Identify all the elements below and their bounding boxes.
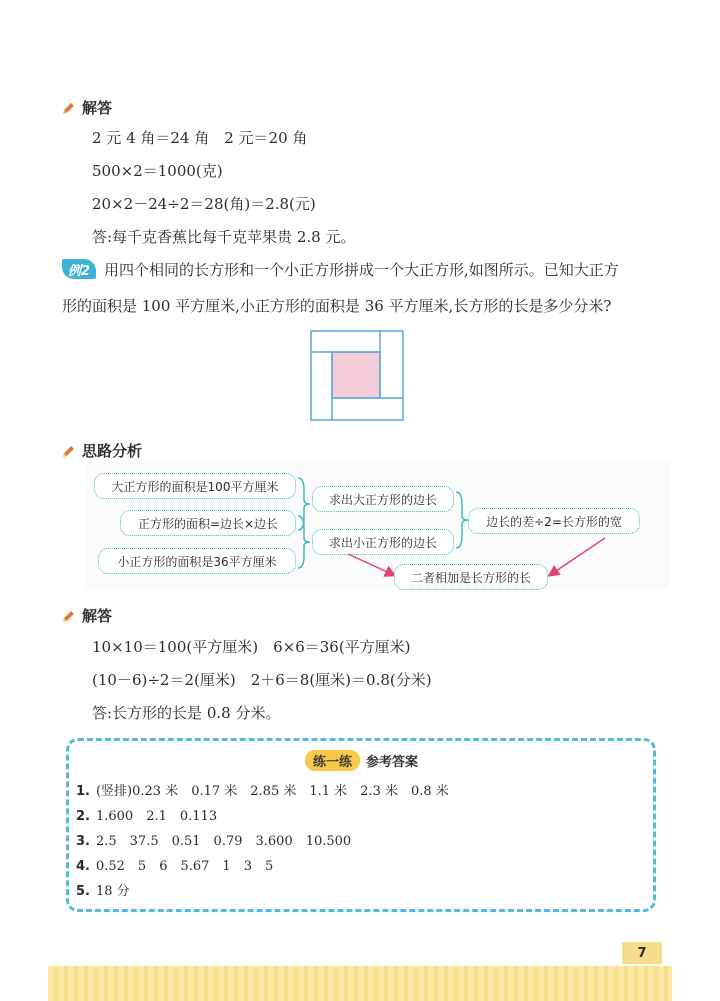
answer-number: 5. [76, 884, 90, 899]
practice-answer-2 [76, 805, 217, 824]
answer-text: 2.5 37.5 0.51 0.79 3.600 10.500 [95, 834, 352, 849]
answer-text: 0.52 5 6 5.67 1 3 5 [95, 859, 274, 874]
analysis-heading [62, 440, 142, 461]
answer-number: 2. [76, 809, 90, 824]
practice-answer-1 [76, 780, 449, 799]
example-text-line-1: 用四个相同的长方形和一个小正方形拼成一个大正方形,如图所示。已知大正方 [104, 261, 619, 279]
analysis-box-square-area: 正方形的面积=边长×边长 [120, 510, 296, 536]
practice-title-text: 参考答案 [366, 755, 419, 770]
answer-line: (10－6)÷2＝2(厘米) 2＋6＝8(厘米)＝0.8(分米) [92, 671, 432, 689]
analysis-box-big-side: 求出大正方形的边长 [312, 486, 454, 512]
analysis-box-big-area: 大正方形的面积是100平方厘米 [94, 473, 296, 499]
answer-text: (竖排)0.23 米 0.17 米 2.85 米 1.1 米 2.3 米 0.8 米 [95, 784, 449, 799]
analysis-heading-label: 思路分析 [82, 442, 143, 460]
example-badge: 例2 [62, 259, 96, 279]
analysis-box-small-area: 小正方形的面积是36平方厘米 [98, 548, 296, 574]
practice-answer-3 [76, 830, 351, 849]
pencil-icon [62, 444, 76, 458]
answer-text: 18 分 [95, 884, 130, 899]
answer-heading-1 [62, 97, 112, 118]
answer-heading-2-label: 解答 [82, 607, 113, 625]
analysis-box-small-side: 求出小正方形的边长 [312, 529, 454, 555]
analysis-box-length: 二者相加是长方形的长 [394, 564, 548, 590]
answer-line: 答:长方形的长是 0.8 分米。 [92, 704, 281, 722]
answer-heading-2 [62, 605, 112, 626]
page-number: 7 [622, 942, 662, 964]
answer-line: 20×2－24÷2＝28(角)＝2.8(元) [92, 195, 316, 213]
answer-number: 1. [76, 784, 90, 799]
answer-line: 2 元 4 角＝24 角 2 元＝20 角 [92, 129, 308, 147]
practice-tag: 练一练 [305, 750, 360, 771]
pencil-icon [62, 101, 76, 115]
pencil-icon [62, 609, 76, 623]
analysis-box-width: 边长的差÷2=长方形的宽 [468, 508, 640, 534]
practice-answer-4 [76, 855, 273, 874]
answer-number: 4. [76, 859, 90, 874]
answer-heading-1-label: 解答 [82, 99, 113, 117]
square-figure [310, 330, 406, 422]
example-text-line-2: 形的面积是 100 平方厘米,小正方形的面积是 36 平方厘米,长方形的长是多少分米? [62, 297, 612, 315]
footer-band [48, 966, 672, 1001]
answer-line: 答:每千克香蕉比每千克苹果贵 2.8 元。 [92, 228, 356, 246]
answer-line: 500×2＝1000(克) [92, 162, 223, 180]
answer-line: 10×10＝100(平方厘米) 6×6＝36(平方厘米) [92, 638, 411, 656]
answer-number: 3. [76, 834, 90, 849]
practice-title [305, 750, 418, 771]
practice-answer-5 [76, 880, 130, 899]
answer-text: 1.600 2.1 0.113 [95, 809, 218, 824]
